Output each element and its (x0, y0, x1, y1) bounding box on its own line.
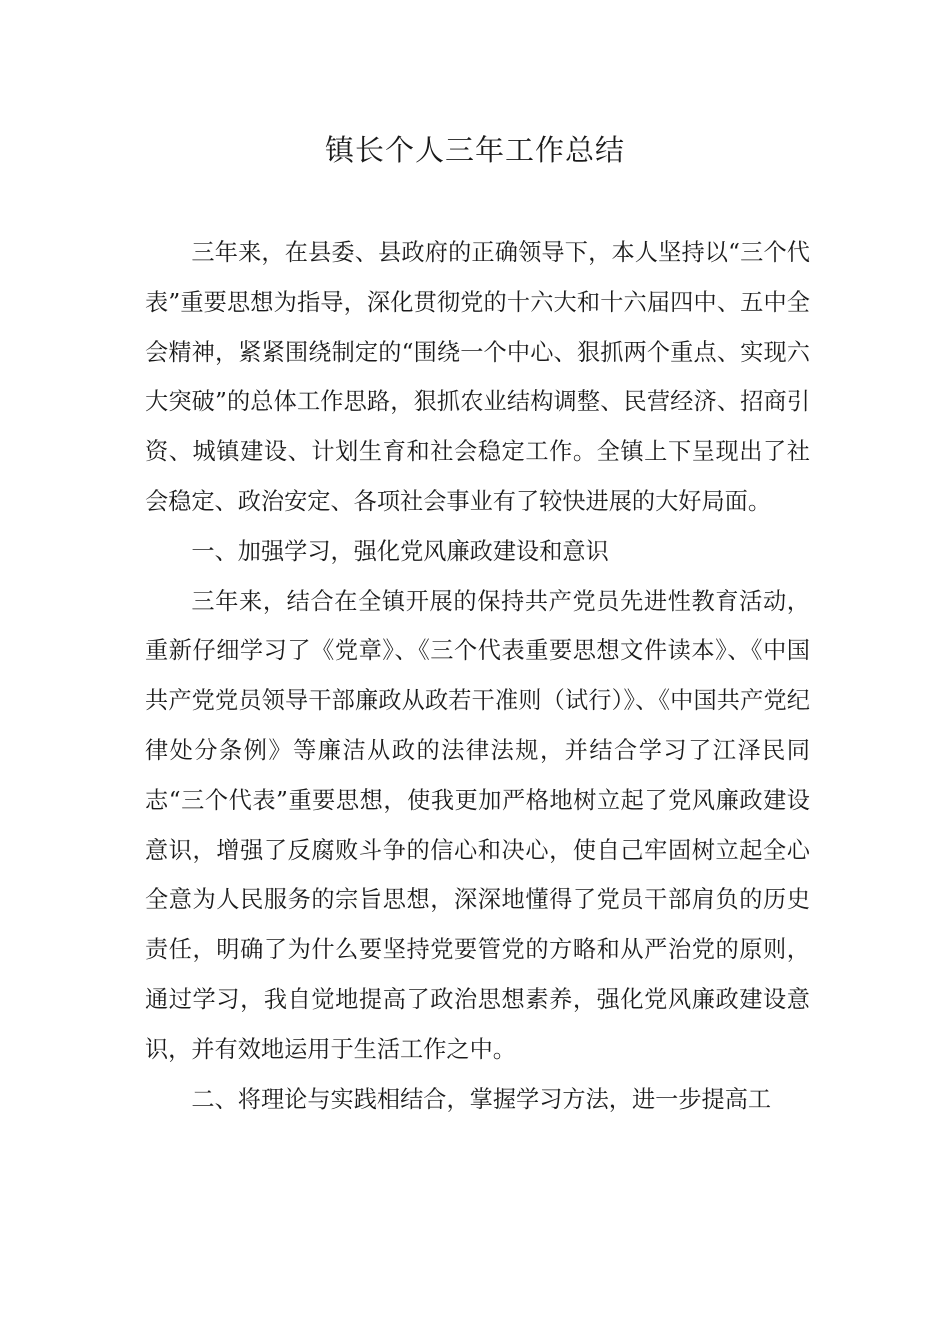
section-heading-2: 二、将理论与实践相结合，掌握学习方法，进一步提高工 (191, 1085, 772, 1113)
document-body (145, 228, 810, 1124)
section-heading-1: 一、加强学习，强化党风廉政建设和意识 (191, 537, 609, 565)
document-title: 镇长个人三年工作总结 (324, 133, 625, 167)
paragraph-section-1: 三年来，结合在全镇开展的保持共产党员先进性教育活动，重新仔细学习了《党章》、《三个代表重要思想文件读本》、《中国共产党党员领导干部廉政从政若干准则（试行）》、《中国共产党纪律处分条例》等廉洁从政的法律法规，并结合学习了江泽民同志“三个代表”重要思想，使我更加严格地树立起了党风廉政建设意识，增强了反腐败斗争的信心和决心，使自己牢固树立起全心全意为人民服务的宗旨思想，深深地懂得了党员干部肩负的历史责任，明确了为什么要坚持党要管党的方略和从严治党的原则，通过学习，我自觉地提高了政治思想素养，强化党风廉政建设意识，并有效地运用于生活工作之中。 (145, 587, 810, 1063)
paragraph-intro: 三年来，在县委、县政府的正确领导下，本人坚持以“三个代表”重要思想为指导，深化贯彻党的十六大和十六届四中、五中全会精神，紧紧围绕制定的“围绕一个中心、狠抓两个重点、实现六大突破”的总体工作思路，狠抓农业结构调整、民营经济、招商引资、城镇建设、计划生育和社会稳定工作。全镇上下呈现出了社会稳定、政治安定、各项社会事业有了较快进展的大好局面。 (145, 239, 810, 515)
